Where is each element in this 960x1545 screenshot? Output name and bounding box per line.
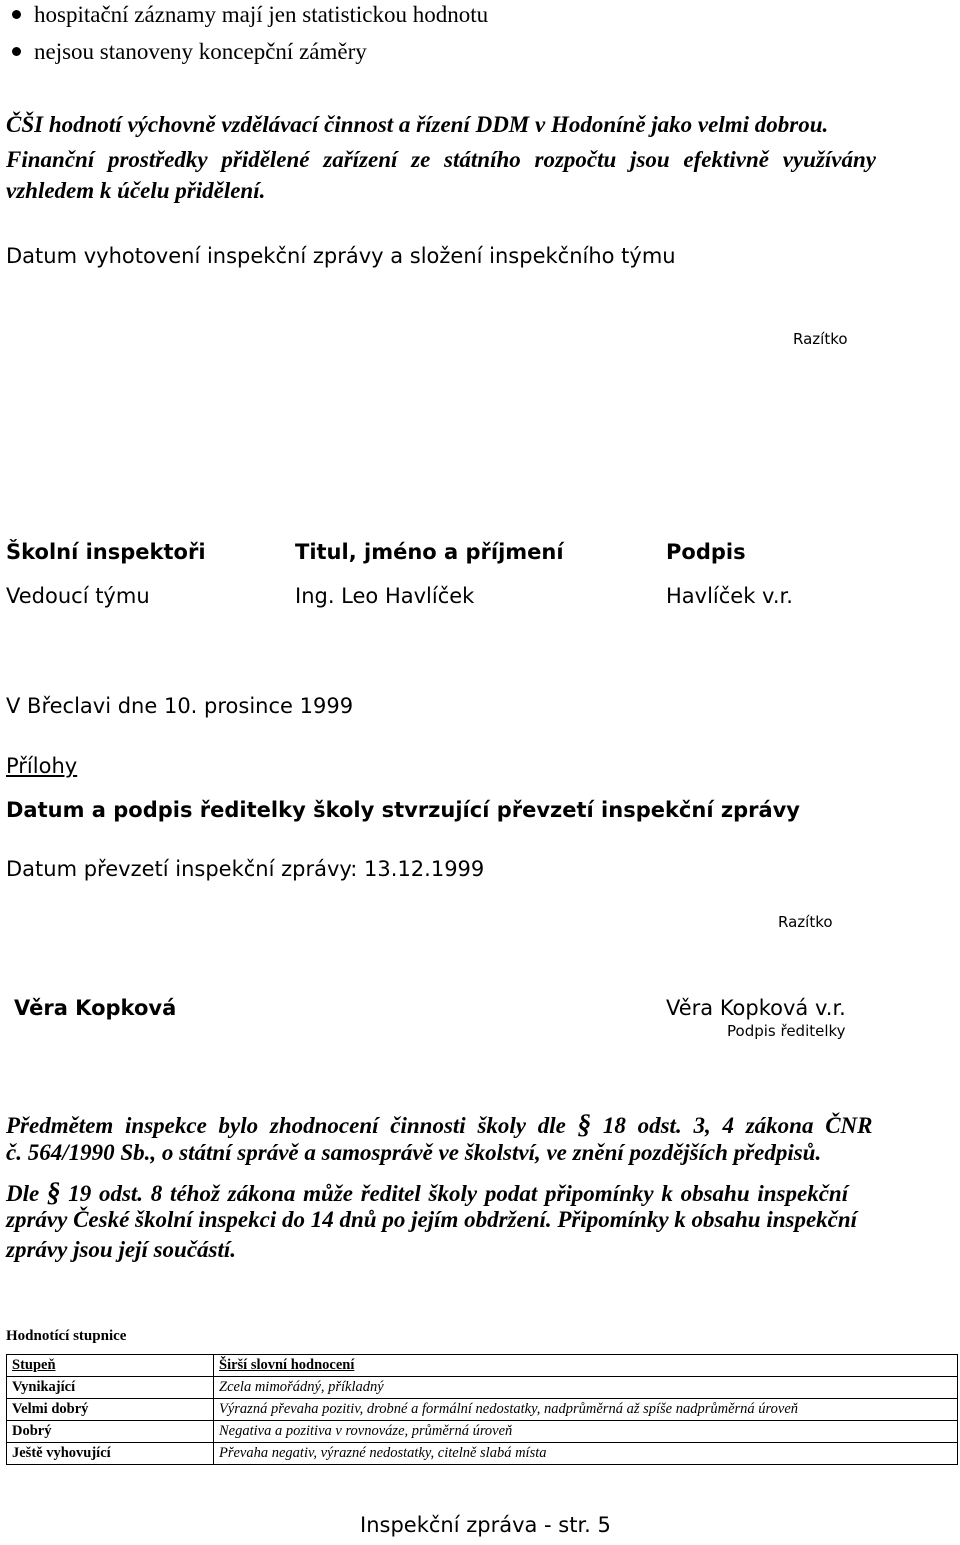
table-row xyxy=(7,1399,958,1421)
evaluation-line-3: vzhledem k účelu přidělení. xyxy=(6,178,266,203)
grade-cell: Vynikající xyxy=(7,1377,214,1399)
description-cell: Převaha negativ, výrazné nedostatky, citelně slabá místa xyxy=(214,1443,958,1465)
director-name: Věra Kopková xyxy=(14,996,177,1020)
table-row xyxy=(7,1421,958,1443)
description-cell: Negativa a pozitiva v rovnováze, průměrná úroveň xyxy=(214,1421,958,1443)
rating-scale-table xyxy=(6,1354,958,1465)
director-signature-caption: Podpis ředitelky xyxy=(727,1022,846,1040)
page: hospitační záznamy mají jen statistickou hodnotu nejsou stanoveny koncepční záměry ČŠI hodnotí výchovně vzdělávací činnost a řízení DDM v Hodoníně jako velmi dobrou. Finanční prostředky přidělené zařízení ze státního rozpočtu jsou efektivně využívány vzhledem k účelu přidělení. Datum vyhotovení inspekční zprávy a složení inspekčního týmu Razítko Školní inspektoři Titul, jméno a příjmení Podpis Vedoucí týmu Ing. Leo Havlíček Havlíček v.r. V Břeclavi dne 10. prosince 1999 Přílohy Datum a podpis ředitelky školy stvrzující převzetí inspekční zprávy Datum převzetí inspekční zprávy: 13.12.1999 Razítko Věra Kopková Věra Kopková v.r. Podpis ředitelky Předmětem inspekce bylo zhodnocení činnosti školy dle § 18 odst. 3, 4 zákona ČNR č. 564/1990 Sb., o státní správě a samosprávě ve školství, ve znění pozdějších předpisů. Dle § 19 odst. 8 téhož zákona může ředitel školy podat připomínky k obsahu inspekční zprávy České školní inspekci do 14 dnů po jejím obdržení. Připomínky k obsahu inspekční zprávy jsou její součástí. Hodnotící stupnice Stupeň Širší slovní hodnocení Vynikající Zcela mimořádný, příkladný Velmi dobrý Výrazná převaha pozitiv, drobné a formální nedostatky, nadprůměrná až spíše nadprůměrná úroveň Dobrý Negativa a pozitiva v rovnováze, průměrná úroveň Ještě vyhovující Převaha negativ, výrazné nedostatky, citelně slabá místa Inspekční zpráva - str. 5 xyxy=(0,0,960,1545)
table-row xyxy=(7,1377,958,1399)
section-sign: § xyxy=(577,1109,592,1139)
team-member-signature: Havlíček v.r. xyxy=(666,584,793,608)
table-header-row xyxy=(7,1355,958,1377)
table-header-cell: Širší slovní hodnocení xyxy=(214,1355,958,1377)
director-signature: Věra Kopková v.r. xyxy=(666,996,846,1020)
place-date: V Břeclavi dne 10. prosince 1999 xyxy=(6,694,354,718)
table-header-cell: Stupeň xyxy=(7,1355,214,1377)
team-header-signature: Podpis xyxy=(666,540,746,564)
table-row xyxy=(7,1443,958,1465)
section-sign: § xyxy=(46,1177,61,1207)
legal-text-line-1: Předmětem inspekce bylo zhodnocení činnosti školy dle § 18 odst. 3, 4 zákona ČNR xyxy=(6,1109,873,1139)
team-header-name: Titul, jméno a příjmení xyxy=(295,540,564,564)
receipt-date: Datum převzetí inspekční zprávy: 13.12.1999 xyxy=(6,857,485,881)
director-section-heading: Datum a podpis ředitelky školy stvrzující převzetí inspekční zprávy xyxy=(6,798,801,822)
grade-cell: Dobrý xyxy=(7,1421,214,1443)
team-header-inspectors: Školní inspektoři xyxy=(6,540,206,564)
grade-cell: Ještě vyhovující xyxy=(7,1443,214,1465)
evaluation-line-1: ČŠI hodnotí výchovně vzdělávací činnost a řízení DDM v Hodoníně jako velmi dobrou. xyxy=(6,112,829,137)
team-member-name: Ing. Leo Havlíček xyxy=(295,584,475,608)
legal-text-line-4: zprávy České školní inspekci do 14 dnů po jejím obdržení. Připomínky k obsahu inspekční xyxy=(6,1207,858,1232)
scale-heading: Hodnotící stupnice xyxy=(6,1328,127,1344)
bullet-icon xyxy=(12,10,21,19)
team-role: Vedoucí týmu xyxy=(6,584,150,608)
evaluation-line-2: Finanční prostředky přidělené zařízení ze státního rozpočtu jsou efektivně využívány xyxy=(6,147,877,172)
bullet-icon xyxy=(12,47,21,56)
stamp-label: Razítko xyxy=(778,913,833,931)
page-footer: Inspekční zpráva - str. 5 xyxy=(360,1513,611,1537)
attachments-heading: Přílohy xyxy=(6,754,78,778)
legal-text-line-5: zprávy jsou její součástí. xyxy=(6,1237,237,1262)
team-section-heading: Datum vyhotovení inspekční zprávy a složení inspekčního týmu xyxy=(6,244,676,268)
legal-text-line-2: č. 564/1990 Sb., o státní správě a samosprávě ve školství, ve znění pozdějších předpisů. xyxy=(6,1140,822,1165)
stamp-label: Razítko xyxy=(793,330,848,348)
description-cell: Zcela mimořádný, příkladný xyxy=(214,1377,958,1399)
legal-text-line-3: Dle § 19 odst. 8 téhož zákona může ředitel školy podat připomínky k obsahu inspekční xyxy=(6,1177,849,1207)
description-cell: Výrazná převaha pozitiv, drobné a formální nedostatky, nadprůměrná až spíše nadprůměrná úroveň xyxy=(214,1399,958,1421)
grade-cell: Velmi dobrý xyxy=(7,1399,214,1421)
